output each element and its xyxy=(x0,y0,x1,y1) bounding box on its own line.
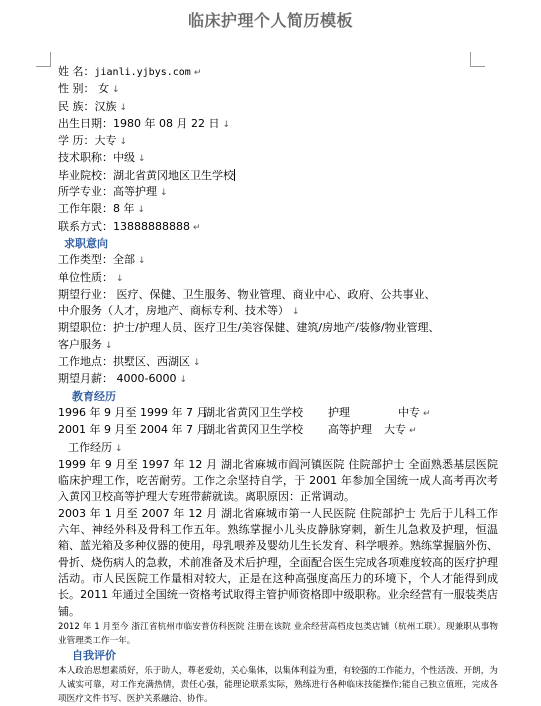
section-work: 工作经历 ↓ xyxy=(68,440,123,454)
field-school: 毕业院校：湖北省黄冈地区卫生学校 xyxy=(58,168,234,182)
field-industry: 期望行业： 医疗、保健、卫生服务、物业管理、商业中心、政府、公共事业、 xyxy=(58,287,436,301)
field-position-cont: 客户服务 ↓ xyxy=(58,337,113,351)
field-gender: 性 别： 女 ↓ xyxy=(58,82,120,96)
work-entry: 2012 年 1 月至今 浙江省杭州市临安普仿科医院 注册在该院 业余经营高档皮包类店铺（杭州工联）。现兼职从事物业管理类工作一年。 xyxy=(58,621,498,646)
education-row: 1996 年 9 月至 1999 年 7 月湖北省黄冈卫生学校 护理 中专 ↵ xyxy=(58,405,431,419)
field-ethnicity: 民 族：汉族 ↓ xyxy=(58,99,128,113)
field-salary: 期望月薪： 4000-6000 ↓ xyxy=(58,372,188,386)
field-name: 姓 名：jianli.yjbys.com ↵ xyxy=(58,65,202,78)
self-evaluation-text: 本人政治思想素质好，乐于助人，尊老爱幼，关心集体，以集体利益为重，有较强的工作能力，个性活泼、开朗，为人诚实可靠，对工作充满热情，责任心强，能理论联系实际，熟练进行各种临床技能操作;能自己独立值班，完成各项医疗文件书写、医护关系融洽、协作。 xyxy=(58,666,498,705)
field-contact: 联系方式：13888888888 ↵ xyxy=(58,219,201,233)
document-title: 临床护理个人简历模板 xyxy=(187,11,353,30)
field-education-level: 学 历：大专 ↓ xyxy=(58,134,128,148)
field-title: 技术职称：中级 ↓ xyxy=(58,151,146,165)
section-job-intent: 求职意向 xyxy=(64,236,108,250)
field-birthdate: 出生日期：1980 年 08 月 22 日 ↓ xyxy=(58,116,231,130)
field-unit-nature: 单位性质： ↓ xyxy=(58,270,124,284)
field-years: 工作年限：8 年 ↓ xyxy=(58,202,146,216)
section-self-evaluation: 自我评价 xyxy=(72,648,116,662)
text-cursor xyxy=(234,169,235,181)
field-location: 工作地点：拱墅区、西湖区 ↓ xyxy=(58,355,201,369)
field-industry-cont: 中介服务（人才，房地产、商标专利、技术等） ↓ xyxy=(58,304,300,318)
field-major: 所学专业：高等护理 ↓ xyxy=(58,185,168,199)
section-education: 教育经历 xyxy=(72,389,116,403)
field-job-type: 工作类型：全部 ↓ xyxy=(58,253,146,267)
work-entry: 2003 年 1 月至 2007 年 12 月 湖北省麻城市第一人民医院 住院部护士 先后于儿科工作六年、神经外科及骨科工作五年。熟练掌握小儿头皮静脉穿刺，新生儿急救及护理，恒温箱、蓝光箱及多种仪器的使用，母乳喂养及婴幼儿生长发育、科学喂养。熟练掌握脑外伤、骨折、烧伤病人的急救，术前准备及术后护理，全面配合医生完成各项难度较高的医疗护理活动。市人民医院工作量相对较大，正是在这种高强度高压力的环境下，个人才能得到成长。2011 年通过全国统一资格考试取得主管护师资格即中级职称。业余经营有一服装类店铺。 xyxy=(58,506,498,618)
field-position: 期望职位：护士/护理人员、医疗卫生/美容保健、建筑/房地产/装修/物业管理、 xyxy=(58,321,440,335)
resume-body xyxy=(58,64,498,706)
work-entry: 1999 年 9 月至 1997 年 12 月 湖北省麻城市阎河镇医院 住院部护士 全面熟悉基层医院临床护理工作，吃苦耐劳。工作之余坚持自学，于 2001 年参加全国统一成人高考再次考入黄冈卫校高等护理大专班带薪就读。离职原因：正常调动。 xyxy=(58,457,498,504)
margin-corner-mark xyxy=(36,52,51,67)
education-row: 2001 年 9 月至 2004 年 7 月湖北省黄冈卫生学校 高等护理 大专 ↵ xyxy=(58,423,417,437)
